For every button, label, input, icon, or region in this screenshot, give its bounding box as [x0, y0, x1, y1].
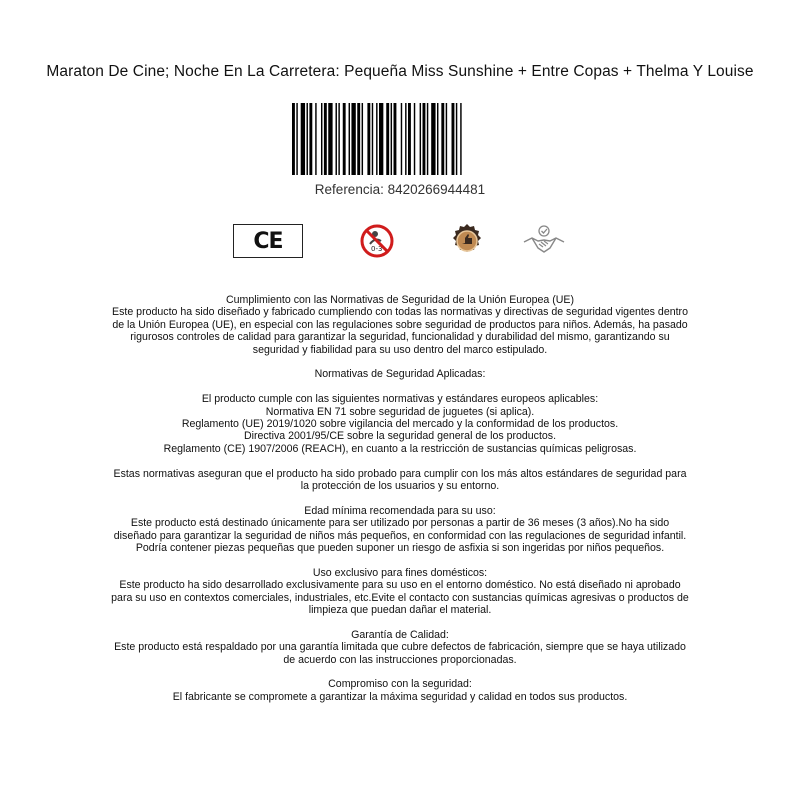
barcode-bar: [379, 103, 383, 175]
barcode-graphic: [292, 103, 510, 175]
certification-icons: [0, 222, 800, 262]
barcode-bar: [301, 103, 305, 175]
barcode-bar: [357, 103, 360, 175]
barcode-bar: [351, 103, 355, 175]
barcode-bar: [394, 103, 397, 175]
barcode-bar: [372, 103, 373, 175]
section-body: Este producto está respaldado por una garantía limitada que cubre defectos de fabricación, siempre que se haya utilizado de acuerdo con las instrucciones proporcionadas.: [114, 641, 686, 666]
list-item: Reglamento (UE) 2019/1020 sobre vigilancia del mercado y la conformidad de los productos.: [181, 418, 619, 431]
barcode-bar: [423, 103, 426, 175]
not-for-under-3-icon: [358, 222, 396, 262]
title-bar: [0, 63, 800, 81]
barcode-bar: [456, 103, 457, 175]
barcode-bar: [441, 103, 444, 175]
barcode-bar: [391, 103, 392, 175]
barcode-bar: [376, 103, 377, 175]
list-item: Normativa EN 71 sobre seguridad de juguetes (si aplica).: [265, 405, 535, 418]
handshake-check-icon: [522, 222, 566, 262]
section-intro: El producto cumple con las siguientes normativas y estándares europeos aplicables:: [201, 393, 599, 406]
list-item: Reglamento (CE) 1907/2006 (REACH), en cuanto a la restricción de sustancias químicas peligrosas.: [163, 442, 637, 455]
barcode-bar: [408, 103, 411, 175]
barcode-bar: [420, 103, 421, 175]
barcode-bar: [446, 103, 447, 175]
age-label: 0-3: [371, 245, 383, 253]
barcode-bar: [452, 103, 455, 175]
barcode-bar: [362, 103, 363, 175]
section-title: Cumplimiento con las Normativas de Seguridad de la Unión Europea (UE): [225, 294, 574, 306]
section-body: Este producto está destinado únicamente para ser utilizado por personas a partir de 36 meses (3 años).No ha sido diseñado para garantizar la seguridad de niños más pequeños, en conformidad con las regulaciones de seguridad infantil. Podría contener piezas pequeñas que pueden suponer un riesgo de asfixia si son ingeridas por niños pequeños.: [113, 517, 687, 555]
list-item: Directiva 2001/95/CE sobre la seguridad general de los productos.: [243, 430, 557, 443]
barcode-bar: [431, 103, 435, 175]
reference-number: Referencia: 8420266944481: [314, 182, 486, 197]
barcode-bar: [437, 103, 438, 175]
barcode-bar: [405, 103, 406, 175]
barcode-bar: [401, 103, 402, 175]
section-body: El fabricante se compromete a garantizar la máxima seguridad y calidad en todos sus productos.: [172, 690, 628, 703]
section-title: Uso exclusivo para fines domésticos:: [312, 566, 488, 579]
barcode-bar: [386, 103, 389, 175]
section-body: Este producto ha sido diseñado y fabricado cumpliendo con todas las normativas y directivas de seguridad vigentes dentro de la Unión Europea (UE), en especial con las regulaciones sobre seguridad de productos para niños. Además, ha pasado rigurosos controles de calidad para garantizar la seguridad, funcionalidad y durabilidad del mismo, garantizando su seguridad y fiabilidad para su uso dentro del marco estipulado.: [112, 306, 688, 356]
barcode-bar: [315, 103, 316, 175]
section-body: Estas normativas aseguran que el producto ha sido probado para cumplir con los más altos estándares de seguridad para la protección de los usuarios y su entorno.: [113, 467, 687, 493]
barcode-bar: [414, 103, 415, 175]
barcode: [292, 103, 510, 175]
barcode-bar: [336, 103, 337, 175]
barcode-bar: [460, 103, 461, 175]
barcode-bar: [296, 103, 297, 175]
barcode-bar: [349, 103, 350, 175]
barcode-bar: [427, 103, 428, 175]
section-title: Normativas de Seguridad Aplicadas:: [314, 368, 486, 381]
barcode-bar: [338, 103, 339, 175]
barcode-bar: [343, 103, 346, 175]
section-title: Edad mínima recomendada para su uso:: [304, 504, 496, 517]
product-title: Maraton De Cine; Noche En La Carretera: Pequeña Miss Sunshine + Entre Copas + Thelma Y Louise: [46, 63, 754, 80]
barcode-bar: [367, 103, 370, 175]
barcode-bar: [309, 103, 312, 175]
section-title: Compromiso con la seguridad:: [328, 678, 472, 691]
ce-mark-label: CE: [253, 228, 283, 254]
section-title: Garantía de Calidad:: [351, 628, 449, 641]
quality-medal-icon: [448, 222, 486, 262]
barcode-bar: [321, 103, 322, 175]
barcode-bar: [328, 103, 332, 175]
section-body: Este producto ha sido desarrollado exclusivamente para su uso en el entorno doméstico. No está diseñado ni aprobado para su uso en contextos comerciales, industriales, etc.Evite el contacto con sustancias químicas agresivas o productos de limpieza que puedan dañar el material.: [111, 579, 689, 617]
barcode-bar: [324, 103, 327, 175]
barcode-bar: [292, 103, 295, 175]
barcode-bar: [307, 103, 308, 175]
compliance-text: [110, 294, 690, 703]
ce-mark-icon: [233, 224, 303, 258]
